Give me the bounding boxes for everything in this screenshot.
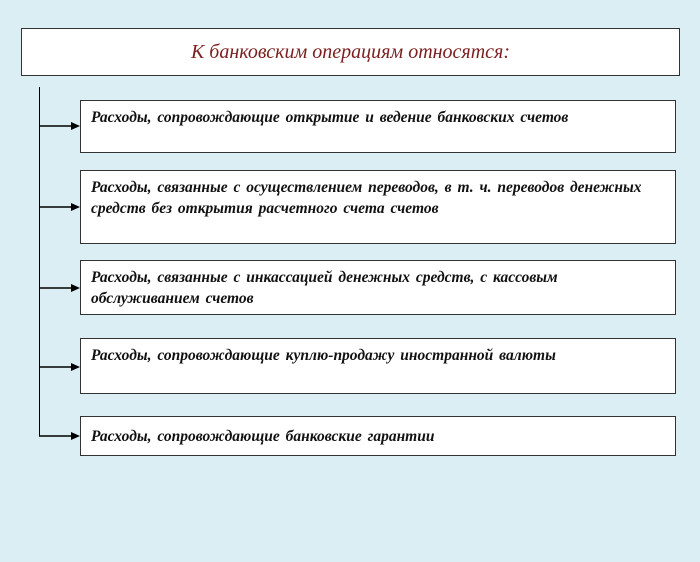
operation-box-bank-guarantees: Расходы, сопровождающие банковские гарантии [80,416,676,456]
operation-box-cash-collection: Расходы, связанные с инкассацией денежных средств, с кассовым обслуживанием счетов [80,260,676,315]
diagram-title: К банковским операциям относятся: [190,40,511,63]
title-box [21,28,680,76]
connector-trunk-line [39,87,40,436]
arrow-connector-2 [39,202,80,212]
operation-box-currency-exchange: Расходы, сопровождающие куплю-продажу иностранной валюты [80,338,676,394]
arrow-connector-3 [39,283,80,293]
arrow-connector-5 [39,431,80,441]
operation-box-money-transfers: Расходы, связанные с осуществлением переводов, в т. ч. переводов денежных средств без открытия расчетного счета счетов [80,170,676,244]
arrow-connector-4 [39,362,80,372]
operation-box-account-opening: Расходы, сопровождающие открытие и ведение банковских счетов [80,100,676,153]
arrow-connector-1 [39,121,80,131]
